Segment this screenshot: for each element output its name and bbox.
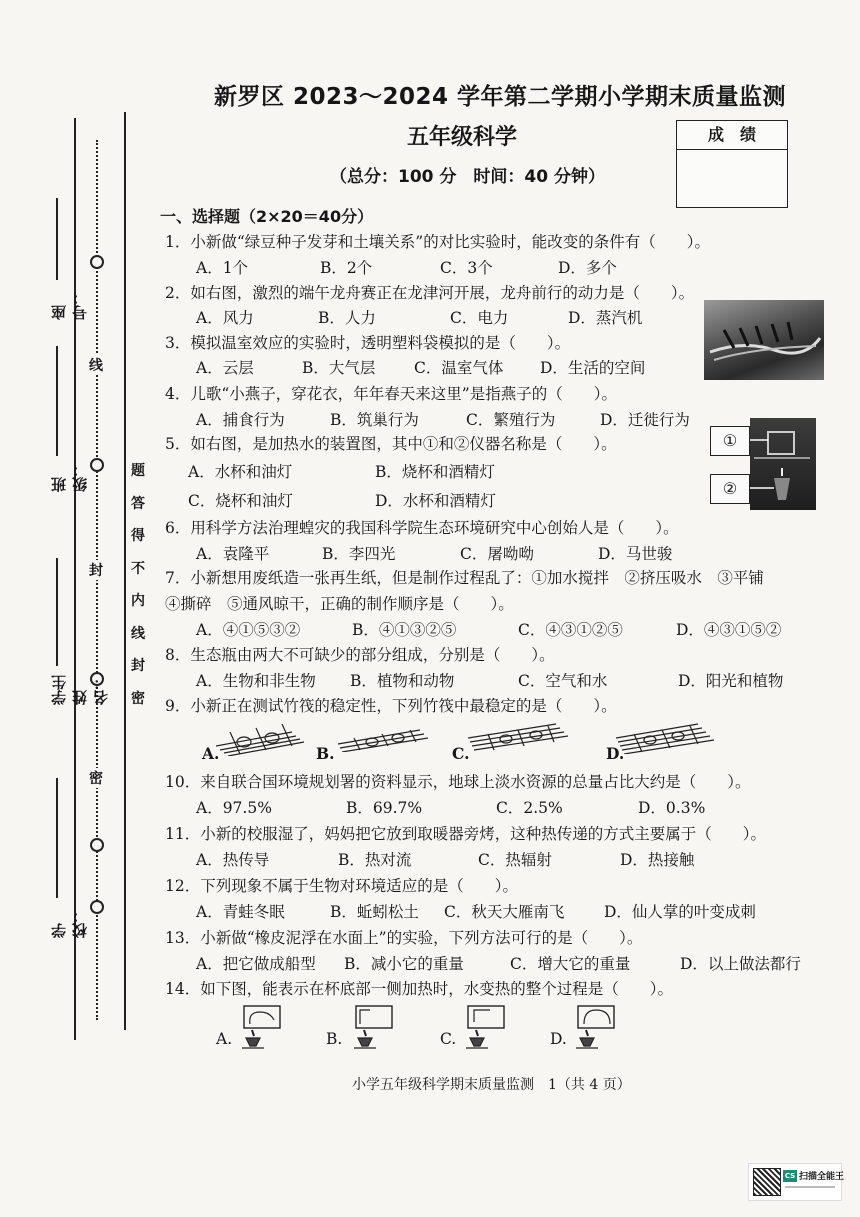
binding-circle — [90, 255, 104, 269]
school-blank-line — [56, 778, 58, 898]
option: D．仙人掌的叶变成刺 — [604, 903, 756, 921]
question-stem: 11．小新的校服湿了，妈妈把它放到取暖器旁烤，这种热传递的方式主要属于（ ）。 — [165, 825, 766, 843]
option: B．植物和动物 — [350, 672, 455, 690]
option: D．阳光和植物 — [678, 672, 784, 690]
binding-line-inner — [124, 112, 126, 1030]
scanner-subtext-line — [785, 1186, 835, 1188]
option: D．热接触 — [620, 851, 695, 869]
label-box-1: ① — [710, 426, 750, 456]
qr-code-icon — [753, 1168, 781, 1196]
binding-circle — [90, 838, 104, 852]
option: B．筑巢行为 — [330, 411, 419, 429]
option: B. — [316, 744, 335, 763]
option: D．以上做法都行 — [680, 955, 801, 973]
question-stem: 5．如右图，是加热水的装置图，其中①和②仪器名称是（ ）。 — [165, 435, 617, 453]
scanner-watermark — [748, 1163, 845, 1201]
seal-char: 线 — [89, 355, 103, 375]
question-stem-continued: ④撕碎 ⑤通风晾干，正确的制作顺序是（ ）。 — [165, 595, 514, 613]
option: A．把它做成船型 — [196, 955, 316, 973]
option: B．烧杯和酒精灯 — [375, 463, 495, 481]
option: B．大气层 — [302, 359, 376, 377]
exam-meta: （总分：100 分 时间：40 分钟） — [330, 167, 605, 187]
score-label: 成 绩 — [677, 121, 787, 150]
option: C．④③①②⑤ — [518, 621, 623, 639]
option: C．屠呦呦 — [460, 545, 534, 563]
option: C. — [452, 744, 470, 763]
question-stem: 7．小新想用废纸造一张再生纸，但是制作过程乱了：①加水搅拌 ②挤压吸水 ③平铺 — [165, 569, 764, 587]
question-stem: 6．用科学方法治理蝗灾的我国科学院生态环境研究中心创始人是（ ）。 — [165, 519, 679, 537]
option: C．温室气体 — [414, 359, 504, 377]
question-stem: 3．模拟温室效应的实验时，透明塑料袋模拟的是（ ）。 — [165, 334, 571, 352]
option: A．1个 — [196, 259, 249, 277]
bamboo-raft-b-image — [336, 726, 432, 752]
heating-apparatus-figure — [708, 418, 816, 510]
name-label: 学生姓名： — [50, 675, 110, 705]
seat-blank-line — [56, 198, 58, 280]
bamboo-raft-d-image — [616, 722, 716, 754]
option: D. — [550, 1030, 567, 1048]
heating-cup-d-image — [570, 1002, 620, 1052]
option: C．热辐射 — [478, 851, 552, 869]
question-stem: 10．来自联合国环境规划署的资料显示，地球上淡水资源的总量占比大约是（ ）。 — [165, 773, 751, 791]
option: C．秋天大雁南飞 — [444, 903, 565, 921]
bamboo-raft-c-image — [468, 722, 572, 752]
option: A．云层 — [196, 359, 254, 377]
option: D．马世骏 — [598, 545, 673, 563]
section-heading: 一、选择题（2×20＝40分） — [160, 207, 374, 226]
name-blank-line — [56, 558, 58, 666]
question-stem: 8．生态瓶由两大不可缺少的部分组成，分别是（ ）。 — [165, 646, 555, 664]
option: B．④①③②⑤ — [352, 621, 457, 639]
question-stem: 2．如右图，激烈的端午龙舟赛正在龙津河开展，龙舟前行的动力是（ ）。 — [165, 284, 695, 302]
no-answer-notice: 题 答 得 不 内 线 封 密 — [131, 463, 145, 707]
option: C．繁殖行为 — [466, 411, 556, 429]
option: C．烧杯和油灯 — [188, 492, 293, 510]
option: C．空气和水 — [518, 672, 608, 690]
heating-cup-b-image — [348, 1002, 398, 1052]
option: A．水杯和油灯 — [188, 463, 293, 481]
binding-circle — [90, 458, 104, 472]
option: A．④①⑤③② — [196, 621, 301, 639]
class-blank-line — [56, 346, 58, 456]
scanner-logo-icon: CS — [784, 1172, 796, 1180]
option: A．生物和非生物 — [196, 672, 316, 690]
binding-dotted-line — [96, 140, 98, 1020]
option: A．热传导 — [196, 851, 270, 869]
question-stem: 12．下列现象不属于生物对环境适应的是（ ）。 — [165, 877, 518, 895]
option: C. — [440, 1030, 457, 1048]
dragon-boat-photo — [704, 300, 824, 380]
option: A. — [216, 1030, 233, 1048]
score-box — [676, 120, 788, 208]
question-stem: 1．小新做“绿豆种子发芽和土壤关系”的对比实验时，能改变的条件有（ ）。 — [165, 233, 710, 251]
option: C．增大它的重量 — [510, 955, 631, 973]
option: D．蒸汽机 — [568, 309, 643, 327]
option: D. — [606, 744, 625, 763]
option: A. — [202, 744, 220, 763]
option: A．青蛙冬眠 — [196, 903, 285, 921]
label-box-2: ② — [710, 474, 750, 504]
seat-label: 座号： — [50, 290, 89, 320]
option: D．迁徙行为 — [600, 411, 690, 429]
option: D．水杯和酒精灯 — [375, 492, 496, 510]
school-label: 学校： — [50, 908, 89, 938]
option: B．人力 — [318, 309, 376, 327]
seal-char: 密 — [89, 768, 103, 788]
apparatus-photo — [750, 418, 816, 510]
question-stem: 14．如下图，能表示在杯底部一侧加热时，水变热的整个过程是（ ）。 — [165, 980, 673, 998]
exam-title: 新罗区 2023～2024 学年第二学期小学期末质量监测 — [214, 84, 787, 110]
option: B．2个 — [320, 259, 373, 277]
scanner-brand: 扫描全能王 — [799, 1172, 845, 1182]
binding-circle — [90, 900, 104, 914]
option: B．69.7% — [346, 799, 423, 817]
option: D．④③①⑤② — [676, 621, 782, 639]
option: A．97.5% — [196, 799, 272, 817]
option: A．风力 — [196, 309, 254, 327]
option: D．0.3% — [638, 799, 706, 817]
option: D．多个 — [558, 259, 617, 277]
beaker-burner-icon — [750, 418, 816, 510]
option: B．李四光 — [322, 545, 396, 563]
heating-cup-a-image — [236, 1002, 286, 1052]
option: B．热对流 — [338, 851, 412, 869]
question-stem: 9．小新正在测试竹筏的稳定性，下列竹筏中最稳定的是（ ）。 — [165, 697, 617, 715]
exam-subtitle: 五年级科学 — [407, 125, 518, 150]
dragon-boat-icon — [704, 300, 824, 380]
option: A．袁隆平 — [196, 545, 270, 563]
option: C．2.5% — [496, 799, 563, 817]
class-label: 班级： — [50, 462, 89, 492]
page-footer: 小学五年级科学期末质量监测 1（共 4 页） — [352, 1077, 631, 1093]
question-stem: 13．小新做“橡皮泥浮在水面上”的实验，下列方法可行的是（ ）。 — [165, 929, 643, 947]
option: C．电力 — [450, 309, 509, 327]
binding-line-outer — [74, 118, 76, 1040]
seal-char: 封 — [89, 560, 103, 580]
option: B. — [326, 1030, 343, 1048]
question-stem: 4．儿歌“小燕子，穿花衣，年年春天来这里”是指燕子的（ ）。 — [165, 385, 617, 403]
option: D．生活的空间 — [540, 359, 646, 377]
heating-cup-c-image — [460, 1002, 510, 1052]
option: B．蚯蚓松土 — [330, 903, 419, 921]
option: C．3个 — [440, 259, 493, 277]
option: B．减小它的重量 — [344, 955, 464, 973]
option: A．捕食行为 — [196, 411, 285, 429]
bamboo-raft-a-image — [216, 722, 308, 756]
